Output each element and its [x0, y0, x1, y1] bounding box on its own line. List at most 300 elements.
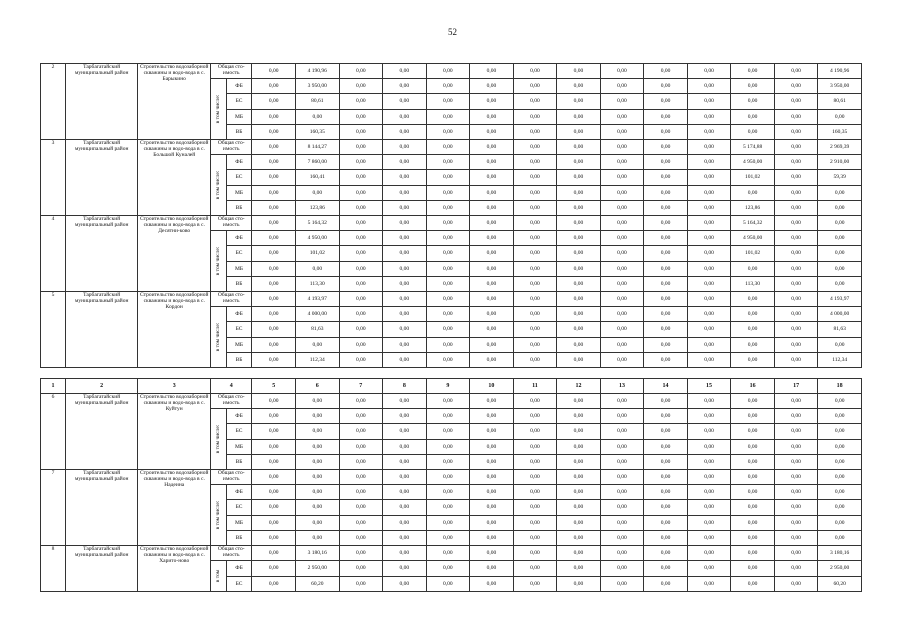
value-cell: 0,00	[383, 185, 427, 200]
value-cell: 0,00	[513, 394, 557, 409]
fund-source-label: ФБ	[226, 485, 252, 500]
value-cell: 4 950,00	[295, 231, 339, 246]
value-cell: 0,00	[557, 576, 601, 592]
value-cell: 0,00	[339, 561, 383, 577]
value-cell: 0,00	[731, 530, 775, 545]
value-cell: 0,00	[557, 124, 601, 139]
in-that-label	[211, 561, 227, 592]
page-number: 52	[448, 27, 457, 37]
value-cell: 0,00	[426, 424, 470, 439]
value-cell: 123,86	[295, 200, 339, 215]
value-cell: 0,00	[426, 79, 470, 94]
value-cell: 0,00	[383, 109, 427, 124]
value-cell: 0,00	[774, 500, 818, 515]
value-cell: 0,00	[644, 322, 688, 337]
value-cell: 0,00	[426, 246, 470, 261]
value-cell: 0,00	[252, 454, 296, 469]
value-cell: 0,00	[818, 246, 862, 261]
value-cell: 0,00	[557, 246, 601, 261]
value-cell: 0,00	[600, 94, 644, 109]
value-cell: 0,00	[252, 322, 296, 337]
total-cost-label: Общая сто- имость	[211, 394, 252, 409]
value-cell: 2 950,00	[818, 561, 862, 577]
value-cell: 0,00	[687, 561, 731, 577]
value-cell: 0,00	[513, 561, 557, 577]
value-cell: 0,00	[339, 109, 383, 124]
value-cell: 0,00	[644, 530, 688, 545]
value-cell: 0,00	[731, 337, 775, 352]
value-cell: 0,00	[600, 200, 644, 215]
in-that-text: в том числе:	[215, 322, 222, 352]
value-cell: 0,00	[426, 470, 470, 485]
value-cell: 0,00	[252, 530, 296, 545]
value-cell: 0,00	[513, 439, 557, 454]
municipality-cell: Тарбагатайский муниципальный район	[65, 546, 138, 592]
value-cell: 0,00	[774, 424, 818, 439]
value-cell: 0,00	[600, 352, 644, 367]
value-cell: 0,00	[557, 216, 601, 231]
value-cell: 0,00	[557, 276, 601, 291]
value-cell: 0,00	[383, 439, 427, 454]
value-cell: 0,00	[252, 337, 296, 352]
total-cost-label: Общая сто- имость	[211, 216, 252, 231]
value-cell: 0,00	[644, 109, 688, 124]
value-cell: 0,00	[383, 530, 427, 545]
value-cell: 0,00	[557, 185, 601, 200]
value-cell: 0,00	[383, 546, 427, 561]
value-cell: 0,00	[383, 155, 427, 170]
value-cell: 0,00	[252, 261, 296, 276]
value-cell: 0,00	[600, 170, 644, 185]
value-cell: 0,00	[731, 322, 775, 337]
value-cell: 0,00	[644, 64, 688, 79]
in-that-label	[211, 155, 227, 216]
value-cell: 0,00	[818, 530, 862, 545]
value-cell: 0,00	[557, 561, 601, 577]
fund-source-label: ВБ	[226, 454, 252, 469]
fund-source-label: ФБ	[226, 409, 252, 424]
value-cell: 0,00	[252, 485, 296, 500]
table-row	[41, 470, 862, 485]
value-cell: 0,00	[339, 424, 383, 439]
project-cell: Строительство водозаборной скважины и водо-вода в с. Десятни-ково	[138, 216, 211, 292]
in-that-text: в том числе:	[215, 94, 222, 124]
value-cell: 0,00	[339, 530, 383, 545]
row-number: 4	[41, 216, 66, 292]
value-cell: 0,00	[426, 140, 470, 155]
value-cell: 0,00	[731, 454, 775, 469]
value-cell: 0,00	[687, 454, 731, 469]
fund-source-label: БС	[226, 246, 252, 261]
value-cell: 0,00	[252, 292, 296, 307]
value-cell: 0,00	[383, 200, 427, 215]
value-cell: 0,00	[687, 109, 731, 124]
value-cell: 0,00	[818, 276, 862, 291]
row-number: 6	[41, 394, 66, 470]
value-cell: 0,00	[557, 530, 601, 545]
value-cell: 0,00	[644, 576, 688, 592]
table-row	[41, 140, 862, 155]
value-cell: 0,00	[426, 64, 470, 79]
value-cell: 8 144,27	[295, 140, 339, 155]
fund-source-label: ВБ	[226, 124, 252, 139]
value-cell: 101,02	[731, 246, 775, 261]
value-cell: 3 950,00	[295, 79, 339, 94]
value-cell: 0,00	[470, 576, 514, 592]
column-number: 9	[426, 379, 470, 394]
value-cell: 0,00	[513, 470, 557, 485]
value-cell: 101,02	[295, 246, 339, 261]
value-cell: 0,00	[252, 515, 296, 530]
value-cell: 0,00	[600, 231, 644, 246]
table-gap	[41, 368, 862, 379]
value-cell: 160,35	[295, 124, 339, 139]
value-cell: 4 950,00	[731, 231, 775, 246]
value-cell: 0,00	[513, 155, 557, 170]
value-cell: 0,00	[644, 231, 688, 246]
column-number: 8	[383, 379, 427, 394]
value-cell: 0,00	[557, 292, 601, 307]
value-cell: 0,00	[774, 292, 818, 307]
value-cell: 0,00	[470, 485, 514, 500]
value-cell: 0,00	[470, 394, 514, 409]
value-cell: 0,00	[687, 424, 731, 439]
value-cell: 0,00	[470, 216, 514, 231]
value-cell: 0,00	[687, 94, 731, 109]
value-cell: 0,00	[600, 155, 644, 170]
column-number: 15	[687, 379, 731, 394]
value-cell: 0,00	[383, 424, 427, 439]
value-cell: 0,00	[339, 500, 383, 515]
value-cell: 0,00	[339, 94, 383, 109]
fund-source-label: ВБ	[226, 352, 252, 367]
value-cell: 0,00	[426, 155, 470, 170]
value-cell: 0,00	[426, 409, 470, 424]
value-cell: 0,00	[383, 307, 427, 322]
value-cell: 0,00	[731, 546, 775, 561]
value-cell: 0,00	[426, 94, 470, 109]
value-cell: 0,00	[731, 352, 775, 367]
value-cell: 0,00	[644, 292, 688, 307]
value-cell: 0,00	[644, 155, 688, 170]
value-cell: 0,00	[295, 394, 339, 409]
value-cell: 0,00	[339, 337, 383, 352]
value-cell: 0,00	[600, 394, 644, 409]
value-cell: 0,00	[513, 515, 557, 530]
value-cell: 0,00	[687, 155, 731, 170]
value-cell: 4 190,96	[818, 64, 862, 79]
fund-source-label: ВБ	[226, 200, 252, 215]
value-cell: 0,00	[557, 439, 601, 454]
in-that-text: в том числе:	[215, 500, 222, 530]
value-cell: 0,00	[644, 546, 688, 561]
value-cell: 0,00	[470, 439, 514, 454]
value-cell: 3 180,16	[295, 546, 339, 561]
value-cell: 0,00	[339, 576, 383, 592]
value-cell: 0,00	[339, 261, 383, 276]
value-cell: 0,00	[644, 246, 688, 261]
value-cell: 0,00	[252, 246, 296, 261]
value-cell: 0,00	[513, 94, 557, 109]
value-cell: 0,00	[774, 546, 818, 561]
value-cell: 0,00	[774, 216, 818, 231]
value-cell: 0,00	[687, 352, 731, 367]
value-cell: 0,00	[383, 170, 427, 185]
value-cell: 0,00	[252, 352, 296, 367]
value-cell: 0,00	[252, 231, 296, 246]
value-cell: 0,00	[557, 454, 601, 469]
value-cell: 0,00	[426, 546, 470, 561]
value-cell: 0,00	[600, 576, 644, 592]
value-cell: 4 193,97	[295, 292, 339, 307]
value-cell: 0,00	[252, 576, 296, 592]
value-cell: 0,00	[383, 124, 427, 139]
value-cell: 0,00	[644, 337, 688, 352]
value-cell: 113,30	[295, 276, 339, 291]
value-cell: 0,00	[339, 170, 383, 185]
value-cell: 0,00	[470, 409, 514, 424]
value-cell: 0,00	[774, 200, 818, 215]
value-cell: 0,00	[557, 337, 601, 352]
value-cell: 160,35	[818, 124, 862, 139]
project-cell: Строительство водозаборной скважины и водо-вода в с. Харито-ново	[138, 546, 211, 592]
value-cell: 0,00	[295, 500, 339, 515]
value-cell: 0,00	[295, 454, 339, 469]
value-cell: 0,00	[600, 485, 644, 500]
value-cell: 0,00	[252, 439, 296, 454]
value-cell: 0,00	[731, 79, 775, 94]
municipality-cell: Тарбагатайский муниципальный район	[65, 470, 138, 546]
value-cell: 81,63	[818, 322, 862, 337]
value-cell: 0,00	[774, 409, 818, 424]
value-cell: 0,00	[818, 216, 862, 231]
value-cell: 0,00	[731, 185, 775, 200]
value-cell: 0,00	[600, 64, 644, 79]
value-cell: 0,00	[252, 170, 296, 185]
value-cell: 0,00	[470, 185, 514, 200]
value-cell: 0,00	[252, 409, 296, 424]
column-number: 13	[600, 379, 644, 394]
value-cell: 0,00	[426, 337, 470, 352]
project-cell: Строительство водозаборной скважины и водо-вода в с. Большой Куналей	[138, 140, 211, 216]
value-cell: 0,00	[295, 470, 339, 485]
value-cell: 0,00	[818, 424, 862, 439]
value-cell: 0,00	[600, 424, 644, 439]
value-cell: 0,00	[774, 322, 818, 337]
in-that-text: в том числе:	[215, 246, 222, 276]
in-that-label	[211, 231, 227, 292]
value-cell: 0,00	[383, 576, 427, 592]
value-cell: 0,00	[774, 470, 818, 485]
value-cell: 0,00	[252, 79, 296, 94]
fund-source-label: ФБ	[226, 231, 252, 246]
value-cell: 0,00	[513, 216, 557, 231]
value-cell: 0,00	[383, 292, 427, 307]
value-cell: 0,00	[687, 124, 731, 139]
value-cell: 0,00	[687, 261, 731, 276]
value-cell: 0,00	[731, 409, 775, 424]
municipality-cell: Тарбагатайский муниципальный район	[65, 216, 138, 292]
value-cell: 0,00	[557, 470, 601, 485]
value-cell: 0,00	[687, 322, 731, 337]
value-cell: 0,00	[426, 216, 470, 231]
value-cell: 0,00	[774, 261, 818, 276]
value-cell: 0,00	[557, 515, 601, 530]
value-cell: 0,00	[644, 424, 688, 439]
fund-source-label: ВБ	[226, 530, 252, 545]
value-cell: 0,00	[600, 261, 644, 276]
value-cell: 0,00	[513, 140, 557, 155]
value-cell: 0,00	[513, 200, 557, 215]
value-cell: 0,00	[383, 231, 427, 246]
value-cell: 0,00	[295, 409, 339, 424]
value-cell: 0,00	[295, 439, 339, 454]
gap-cell	[41, 368, 862, 379]
fund-source-label: МБ	[226, 109, 252, 124]
value-cell: 0,00	[557, 546, 601, 561]
value-cell: 0,00	[731, 515, 775, 530]
value-cell: 0,00	[818, 500, 862, 515]
fund-source-label: БС	[226, 94, 252, 109]
value-cell: 0,00	[426, 170, 470, 185]
column-number: 3	[138, 379, 211, 394]
value-cell: 112,34	[818, 352, 862, 367]
value-cell: 0,00	[774, 124, 818, 139]
value-cell: 0,00	[600, 216, 644, 231]
fund-source-label: МБ	[226, 515, 252, 530]
value-cell: 0,00	[426, 109, 470, 124]
value-cell: 0,00	[339, 409, 383, 424]
value-cell: 0,00	[600, 276, 644, 291]
column-number: 18	[818, 379, 862, 394]
value-cell: 123,86	[731, 200, 775, 215]
value-cell: 0,00	[470, 470, 514, 485]
value-cell: 0,00	[600, 439, 644, 454]
value-cell: 0,00	[600, 292, 644, 307]
row-number: 3	[41, 140, 66, 216]
value-cell: 4 950,00	[731, 155, 775, 170]
value-cell: 0,00	[470, 170, 514, 185]
value-cell: 0,00	[557, 64, 601, 79]
value-cell: 0,00	[339, 276, 383, 291]
table-row	[41, 292, 862, 307]
total-cost-label: Общая сто- имость	[211, 546, 252, 561]
value-cell: 0,00	[383, 485, 427, 500]
fund-source-label: БС	[226, 170, 252, 185]
value-cell: 4 190,96	[295, 64, 339, 79]
value-cell: 0,00	[426, 515, 470, 530]
fund-source-label: ВБ	[226, 276, 252, 291]
value-cell: 0,00	[600, 561, 644, 577]
value-cell: 0,00	[470, 424, 514, 439]
value-cell: 0,00	[339, 79, 383, 94]
value-cell: 0,00	[731, 94, 775, 109]
value-cell: 0,00	[426, 276, 470, 291]
value-cell: 0,00	[644, 394, 688, 409]
value-cell: 0,00	[687, 140, 731, 155]
value-cell: 0,00	[557, 485, 601, 500]
value-cell: 0,00	[339, 439, 383, 454]
value-cell: 0,00	[818, 409, 862, 424]
value-cell: 0,00	[339, 231, 383, 246]
value-cell: 0,00	[644, 79, 688, 94]
in-that-text: в том числе:	[215, 170, 222, 200]
value-cell: 0,00	[383, 561, 427, 577]
value-cell: 0,00	[600, 409, 644, 424]
value-cell: 4 000,00	[295, 307, 339, 322]
value-cell: 0,00	[470, 246, 514, 261]
column-number: 16	[731, 379, 775, 394]
value-cell: 0,00	[252, 307, 296, 322]
value-cell: 0,00	[383, 276, 427, 291]
value-cell: 0,00	[470, 155, 514, 170]
value-cell: 0,00	[557, 261, 601, 276]
value-cell: 0,00	[687, 530, 731, 545]
value-cell: 0,00	[252, 561, 296, 577]
value-cell: 0,00	[557, 500, 601, 515]
value-cell: 0,00	[731, 109, 775, 124]
value-cell: 0,00	[774, 231, 818, 246]
value-cell: 0,00	[470, 276, 514, 291]
value-cell: 0,00	[339, 124, 383, 139]
total-cost-label: Общая сто- имость	[211, 470, 252, 485]
value-cell: 0,00	[470, 231, 514, 246]
fund-source-label: ФБ	[226, 307, 252, 322]
value-cell: 0,00	[383, 246, 427, 261]
value-cell: 0,00	[644, 454, 688, 469]
value-cell: 0,00	[774, 109, 818, 124]
value-cell: 5 164,32	[295, 216, 339, 231]
value-cell: 0,00	[687, 216, 731, 231]
value-cell: 0,00	[252, 200, 296, 215]
value-cell: 0,00	[557, 170, 601, 185]
value-cell: 0,00	[600, 185, 644, 200]
value-cell: 0,00	[687, 307, 731, 322]
value-cell: 0,00	[600, 140, 644, 155]
value-cell: 5 164,32	[731, 216, 775, 231]
column-number: 17	[774, 379, 818, 394]
value-cell: 0,00	[339, 185, 383, 200]
in-that-text: в том	[215, 569, 222, 583]
municipality-cell: Тарбагатайский муниципальный район	[65, 140, 138, 216]
value-cell: 0,00	[426, 530, 470, 545]
value-cell: 2 950,00	[295, 561, 339, 577]
municipality-cell: Тарбагатайский муниципальный район	[65, 394, 138, 470]
value-cell: 0,00	[600, 515, 644, 530]
row-number: 8	[41, 546, 66, 592]
value-cell: 0,00	[470, 261, 514, 276]
value-cell: 0,00	[426, 200, 470, 215]
value-cell: 0,00	[513, 246, 557, 261]
value-cell: 0,00	[252, 64, 296, 79]
value-cell: 3 180,16	[818, 546, 862, 561]
value-cell: 7 860,00	[295, 155, 339, 170]
value-cell: 0,00	[513, 500, 557, 515]
value-cell: 0,00	[774, 276, 818, 291]
value-cell: 0,00	[600, 109, 644, 124]
municipality-cell: Тарбагатайский муниципальный район	[65, 292, 138, 368]
value-cell: 0,00	[295, 261, 339, 276]
value-cell: 0,00	[383, 216, 427, 231]
value-cell: 0,00	[470, 561, 514, 577]
column-number: 5	[252, 379, 296, 394]
value-cell: 0,00	[557, 394, 601, 409]
value-cell: 0,00	[687, 470, 731, 485]
value-cell: 0,00	[557, 409, 601, 424]
fund-source-label: БС	[226, 500, 252, 515]
value-cell: 2 969,39	[818, 140, 862, 155]
value-cell: 0,00	[687, 515, 731, 530]
